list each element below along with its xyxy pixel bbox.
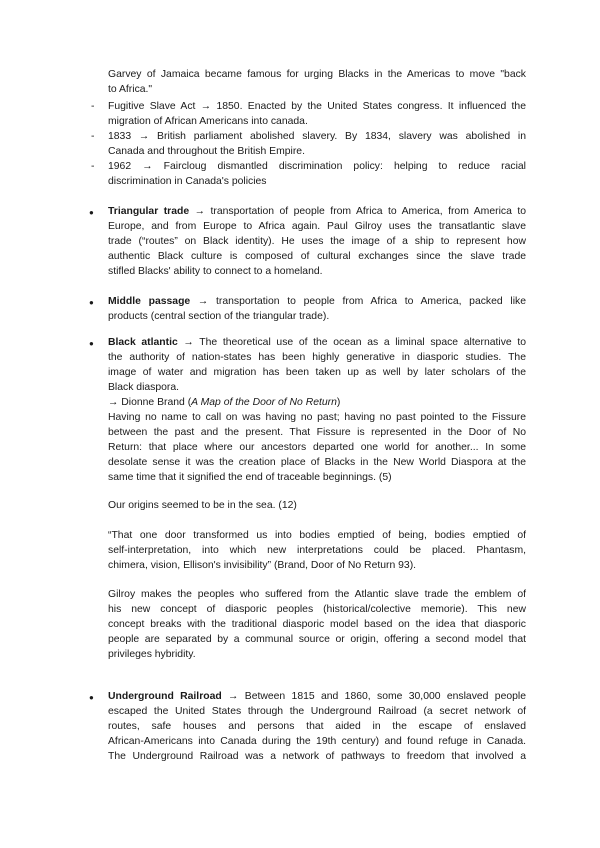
definition-text: → Between 1815 and 1860, some 30,000 enslaved people: [221, 691, 527, 702]
definition-line: routes, safe houses and persons that aided in the escape of enslaved: [108, 721, 526, 732]
origins-line: Our origins seemed to be in the sea. (12): [108, 500, 297, 511]
quote-line: chimera, vision, Ellison's invisibility” (Brand, Door of No Return 93).: [108, 560, 417, 571]
bullet-icon: ●: [89, 298, 94, 307]
dash-marker: -: [91, 131, 95, 142]
term: Triangular trade: [108, 206, 190, 217]
bullet-icon: ●: [89, 208, 94, 217]
definition-line: authentic Black culture is composed of cultural exchanges since the slave trade: [108, 251, 526, 262]
definition-line: The Underground Railroad was a network of pathways to freedom that involved a: [108, 751, 526, 762]
quote-line: Having no name to call on was having no past; having no past pointed to the Fissure: [108, 412, 526, 423]
definition-line: stifled Blacks' ability to connect to a homeland.: [108, 266, 323, 277]
term: Black atlantic: [108, 337, 178, 348]
citation-suffix: ): [336, 397, 341, 408]
definition-line: Black diaspora.: [108, 382, 180, 393]
quote-line: between the past and the present. That Fissure is represented in the Door of No: [108, 427, 526, 438]
definition-line: African-Americans into Canada during the 19th century) and found refuge in Canada.: [108, 736, 526, 747]
dash-item-line: 1962 → Faircloug dismantled discrimination policy: helping to reduce racial: [108, 161, 526, 172]
definition-line: image of water and migration has been taken up as well by later scholars of the: [108, 367, 526, 378]
bullet-icon: ●: [89, 693, 94, 702]
intro-paragraph: [108, 67, 526, 97]
quote-line: same time that it signified the end of traceable beginnings. (5): [108, 472, 392, 483]
definition-line: Europe, and from Europe to Africa again. Paul Gilroy uses the transatlantic slave: [108, 221, 526, 232]
definition-line: escaped the United States through the Underground Railroad (a secret network of: [108, 706, 526, 717]
quote-line: Return: that place where our ancestors departed one world for another... In some: [108, 442, 526, 453]
definition-line: products (central section of the triangular trade).: [108, 311, 330, 322]
definition-line: trade (“routes” on Black identity). He uses the image of a ship to represent how: [108, 236, 526, 247]
citation-line: [108, 395, 526, 410]
definition-text: → transportation to people from Africa to America, packed like: [190, 296, 526, 307]
definition-line: the authority of nation-states has been highly generative in diasporic studies. The: [108, 352, 526, 363]
dash-item: [108, 159, 526, 189]
dash-item-line: migration of African Americans into canada.: [108, 116, 308, 127]
definition-text: → The theoretical use of the ocean as a liminal space alternative to: [177, 337, 526, 348]
triangular-trade-item: [108, 204, 526, 279]
dash-item: [108, 129, 526, 159]
dash-item-line: discrimination in Canada's policies: [108, 176, 267, 187]
term: Underground Railroad: [108, 691, 222, 702]
dash-item-line: 1833 → British parliament abolished slavery. By 1834, slavery was abolished in: [108, 131, 526, 142]
bullet-icon: ●: [89, 339, 94, 348]
origins-paragraph: [108, 498, 526, 513]
term: Middle passage: [108, 296, 191, 307]
intro-line: to Africa.": [108, 84, 153, 95]
paragraph-line: his new concept of diasporic peoples (historical/colective memorie). This new: [108, 604, 526, 615]
door-quote-paragraph: [108, 528, 526, 573]
black-atlantic-item: [108, 335, 526, 485]
citation-prefix: → Dionne Brand (: [108, 397, 192, 408]
intro-line: Garvey of Jamaica became famous for urging Blacks in the Americas to move "back: [108, 69, 526, 80]
paragraph-line: Gilroy makes the peoples who suffered from the Atlantic slave trade the emblem of: [108, 589, 526, 600]
dash-item-line: Canada and throughout the British Empire.: [108, 146, 305, 157]
middle-passage-item: [108, 294, 526, 324]
quote-line: self-interpretation, into which new interpretations could be placed. Phantasm,: [108, 545, 526, 556]
dash-marker: -: [91, 161, 95, 172]
dash-marker: -: [91, 101, 95, 112]
paragraph-line: people are separated by a communal source or origin, offering a second model that: [108, 634, 526, 645]
quote-line: desolate sense it was the creation place of Blacks in the New World Diaspora at the: [108, 457, 526, 468]
definition-text: → transportation of people from Africa to America, from America to: [189, 206, 526, 217]
quote-line: “That one door transformed us into bodies emptied of being, bodies emptied of: [108, 530, 526, 541]
dash-item-line: Fugitive Slave Act → 1850. Enacted by the United States congress. It influenced the: [108, 101, 526, 112]
gilroy-paragraph: [108, 587, 526, 662]
paragraph-line: concept breaks with the traditional diasporic model based on the idea that diasporic: [108, 619, 526, 630]
underground-railroad-item: [108, 689, 526, 764]
dash-item: [108, 99, 526, 129]
paragraph-line: privileges hybridity.: [108, 649, 196, 660]
book-title: A Map of the Door of No Return: [191, 397, 337, 408]
